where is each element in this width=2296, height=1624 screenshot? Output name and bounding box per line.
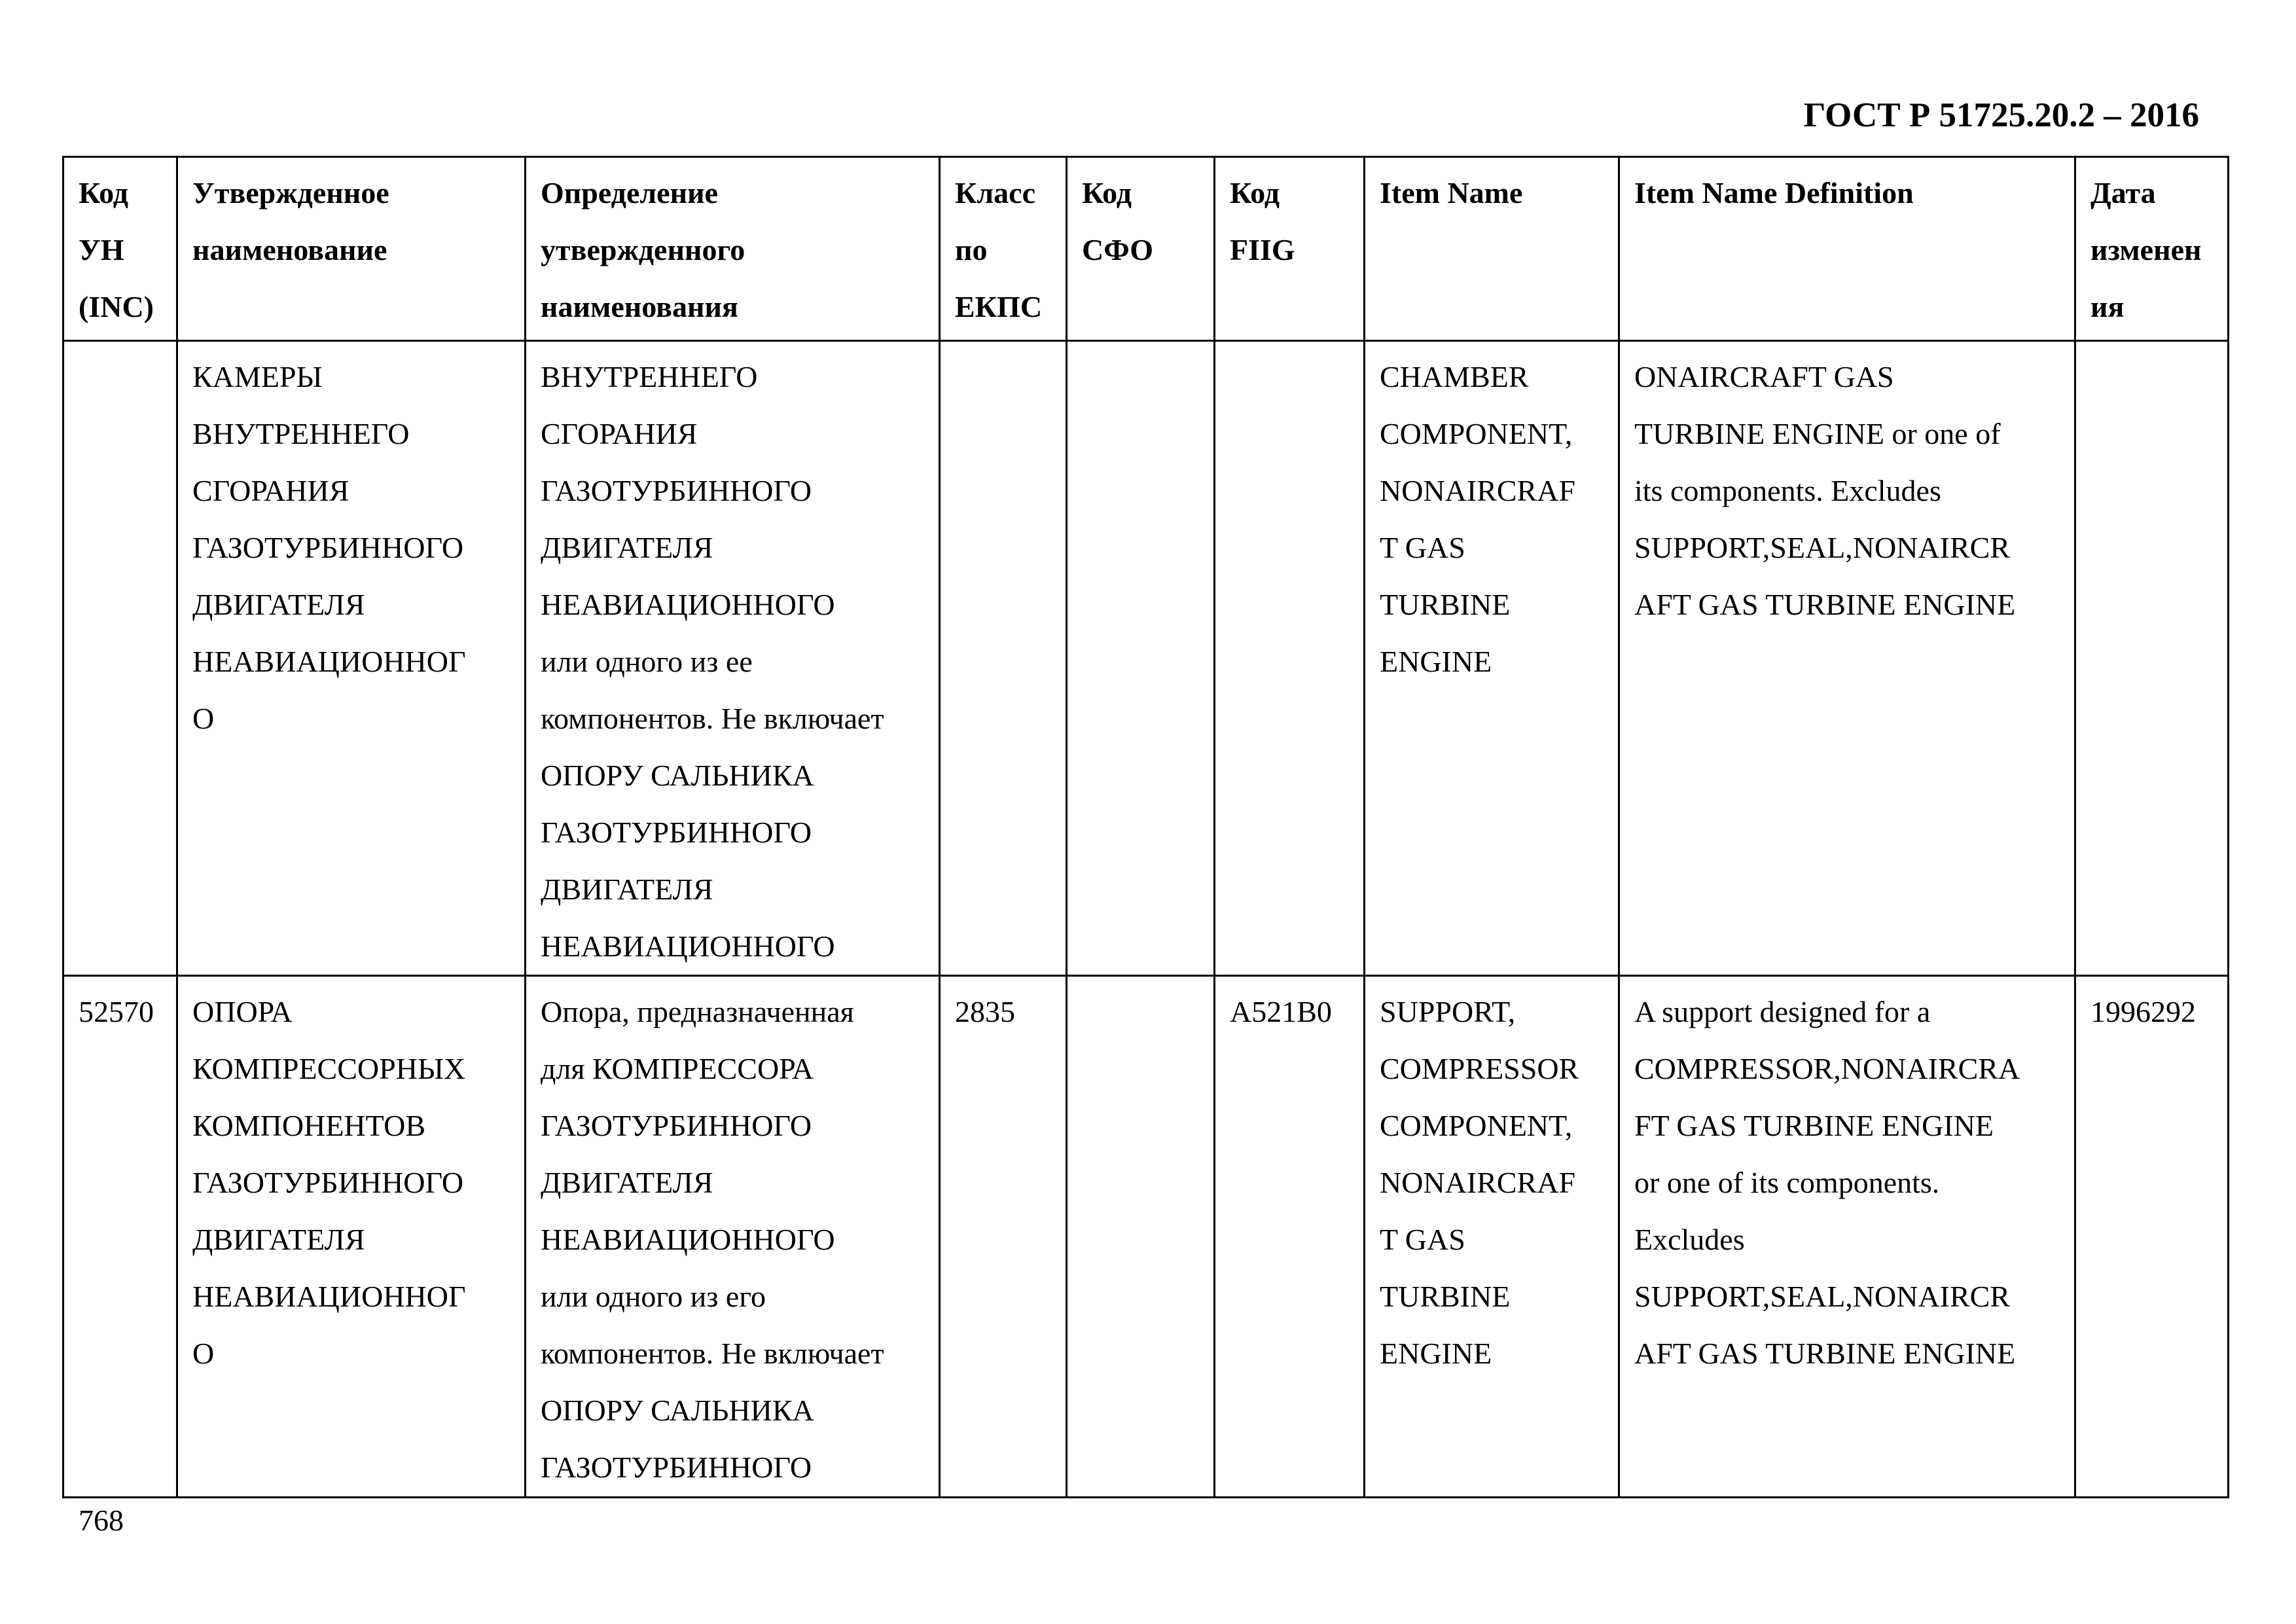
cell-text-line: ONAIRCRAFT GAS xyxy=(1634,360,1894,393)
cell-item-name xyxy=(1365,341,1619,976)
cell-text-line: НЕАВИАЦИОННОГ xyxy=(192,645,466,678)
cell-change-date xyxy=(2075,341,2229,976)
cell-text-line: изменен xyxy=(2090,233,2202,266)
cell-text-line: SUPPORT,SEAL,NONAIRCR xyxy=(1634,531,2011,564)
cell-text-line: A521B0 xyxy=(1230,995,1332,1028)
cell-text-line: КОМПРЕССОРНЫХ xyxy=(192,1052,466,1085)
header-inc xyxy=(63,157,177,341)
cell-text-line: ОПОРУ САЛЬНИКА xyxy=(541,759,814,792)
cell-text-line: Определение xyxy=(541,176,719,209)
header-item-name xyxy=(1365,157,1619,341)
cell-text-line: или одного из ее xyxy=(541,645,753,678)
cell-text-line: ДВИГАТЕЛЯ xyxy=(541,531,713,564)
cell-approved-name xyxy=(177,976,526,1498)
cell-text-line: компонентов. Не включает xyxy=(541,1337,884,1370)
cell-definition xyxy=(526,976,940,1498)
cell-text-line: 1996292 xyxy=(2090,995,2196,1028)
cell-text-line: 2835 xyxy=(955,995,1015,1028)
cell-text-line: ГАЗОТУРБИННОГО xyxy=(541,474,812,507)
cell-fiig-code xyxy=(1215,341,1365,976)
cell-text-line: SUPPORT, xyxy=(1380,995,1516,1028)
cell-text-line: НЕАВИАЦИОННОГО xyxy=(541,929,835,963)
cell-text-line: Класс xyxy=(955,176,1035,209)
cell-text-line: ОПОРУ САЛЬНИКА xyxy=(541,1394,814,1427)
cell-text-line: ENGINE xyxy=(1380,1337,1492,1370)
cell-text-line: КАМЕРЫ xyxy=(192,360,323,393)
cell-sfo-code xyxy=(1067,976,1215,1498)
cell-ekps-class xyxy=(940,976,1067,1498)
cell-text-line: Код xyxy=(1230,176,1280,209)
cell-text-line: или одного из его xyxy=(541,1280,766,1313)
cell-text-line: ия xyxy=(2090,290,2125,323)
cell-text-line: NONAIRCRAF xyxy=(1380,1166,1576,1199)
cell-text-line: ВНУТРЕННЕГО xyxy=(192,417,410,450)
cell-text-line: COMPRESSOR xyxy=(1380,1052,1579,1085)
cell-text-line: TURBINE ENGINE or one of xyxy=(1634,417,2001,450)
cell-text-line: ENGINE xyxy=(1380,645,1492,678)
header-approved-name-definition xyxy=(526,157,940,341)
cell-text-line: A support designed for a xyxy=(1634,995,1931,1028)
cell-fiig-code xyxy=(1215,976,1365,1498)
cell-text-line: СГОРАНИЯ xyxy=(192,474,350,507)
page-number: 768 xyxy=(79,1504,124,1537)
cell-text-line: УН xyxy=(79,233,124,266)
cell-text-line: COMPONENT, xyxy=(1380,1109,1573,1142)
cell-text-line: наименования xyxy=(541,290,738,323)
cell-text-line: наименование xyxy=(192,233,387,266)
cell-text-line: its components. Excludes xyxy=(1634,474,1941,507)
standard-designation: ГОСТ Р 51725.20.2 – 2016 xyxy=(1803,96,2199,134)
cell-text-line: СФО xyxy=(1082,233,1154,266)
cell-text-line: or one of its components. xyxy=(1634,1166,1940,1199)
cell-text-line: CHAMBER xyxy=(1380,360,1529,393)
table-header-row xyxy=(63,157,2229,341)
cell-text-line: T GAS xyxy=(1380,531,1465,564)
cell-text-line: Утвержденное xyxy=(192,176,389,209)
cell-text-line: ДВИГАТЕЛЯ xyxy=(192,588,365,621)
cell-change-date xyxy=(2075,976,2229,1498)
cell-text-line: Код xyxy=(1082,176,1132,209)
cell-text-line: ГАЗОТУРБИННОГО xyxy=(541,1451,812,1484)
cell-text-line: компонентов. Не включает xyxy=(541,702,884,735)
cell-text-line: Item Name xyxy=(1380,176,1523,209)
cell-text-line: Код xyxy=(79,176,129,209)
cell-inc xyxy=(63,341,177,976)
cell-text-line: КОМПОНЕНТОВ xyxy=(192,1109,426,1142)
header-fiig-code xyxy=(1215,157,1365,341)
header-item-name-definition xyxy=(1619,157,2075,341)
item-names-table xyxy=(62,156,2229,1498)
cell-item-name-definition xyxy=(1619,976,2075,1498)
cell-item-name xyxy=(1365,976,1619,1498)
cell-approved-name xyxy=(177,341,526,976)
table-row xyxy=(63,341,2229,976)
cell-text-line: О xyxy=(192,702,215,735)
cell-text-line: COMPRESSOR,NONAIRCRA xyxy=(1634,1052,2020,1085)
header-sfo-code xyxy=(1067,157,1215,341)
cell-text-line: утвержденного xyxy=(541,233,745,266)
cell-text-line: SUPPORT,SEAL,NONAIRCR xyxy=(1634,1280,2011,1313)
cell-text-line: AFT GAS TURBINE ENGINE xyxy=(1634,588,2016,621)
header-ekps-class xyxy=(940,157,1067,341)
header-change-date xyxy=(2075,157,2229,341)
cell-text-line: FT GAS TURBINE ENGINE xyxy=(1634,1109,1994,1142)
cell-text-line: для КОМПРЕССОРА xyxy=(541,1052,814,1085)
cell-text-line: Дата xyxy=(2090,176,2156,209)
cell-item-name-definition xyxy=(1619,341,2075,976)
cell-text-line: COMPONENT, xyxy=(1380,417,1573,450)
cell-ekps-class xyxy=(940,341,1067,976)
cell-text-line: НЕАВИАЦИОННОГО xyxy=(541,1223,835,1256)
cell-text-line: по xyxy=(955,233,988,266)
cell-text-line: ГАЗОТУРБИННОГО xyxy=(192,1166,464,1199)
cell-inc xyxy=(63,976,177,1498)
cell-text-line: Опора, предназначенная xyxy=(541,995,854,1028)
cell-text-line: (INC) xyxy=(79,290,154,323)
cell-text-line: ДВИГАТЕЛЯ xyxy=(541,1166,713,1199)
cell-text-line: TURBINE xyxy=(1380,1280,1511,1313)
cell-text-line: СГОРАНИЯ xyxy=(541,417,698,450)
cell-text-line: ГАЗОТУРБИННОГО xyxy=(541,1109,812,1142)
cell-text-line: ЕКПС xyxy=(955,290,1043,323)
cell-text-line: T GAS xyxy=(1380,1223,1465,1256)
cell-text-line: НЕАВИАЦИОННОГ xyxy=(192,1280,466,1313)
cell-text-line: Item Name Definition xyxy=(1634,176,1914,209)
cell-text-line: Excludes xyxy=(1634,1223,1745,1256)
cell-text-line: ГАЗОТУРБИННОГО xyxy=(192,531,464,564)
cell-definition xyxy=(526,341,940,976)
cell-text-line: 52570 xyxy=(79,995,154,1028)
cell-text-line: ДВИГАТЕЛЯ xyxy=(192,1223,365,1256)
cell-text-line: FIIG xyxy=(1230,233,1295,266)
cell-text-line: ОПОРА xyxy=(192,995,293,1028)
table-row xyxy=(63,976,2229,1498)
cell-text-line: NONAIRCRAF xyxy=(1380,474,1576,507)
cell-sfo-code xyxy=(1067,341,1215,976)
header-approved-name xyxy=(177,157,526,341)
cell-text-line: ДВИГАТЕЛЯ xyxy=(541,873,713,906)
cell-text-line: ВНУТРЕННЕГО xyxy=(541,360,758,393)
cell-text-line: О xyxy=(192,1337,215,1370)
cell-text-line: НЕАВИАЦИОННОГО xyxy=(541,588,835,621)
cell-text-line: AFT GAS TURBINE ENGINE xyxy=(1634,1337,2016,1370)
cell-text-line: ГАЗОТУРБИННОГО xyxy=(541,816,812,849)
cell-text-line: TURBINE xyxy=(1380,588,1511,621)
